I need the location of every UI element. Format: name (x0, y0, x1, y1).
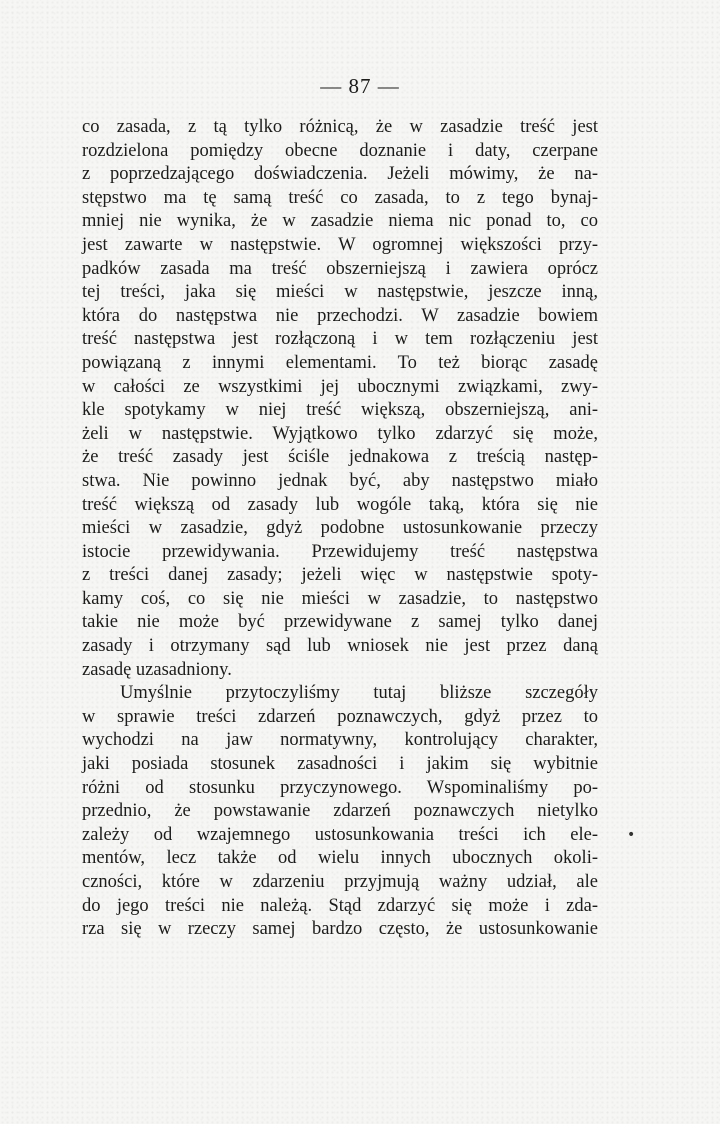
paragraph-2 (82, 682, 598, 942)
text-line: stępstwo ma tę samą treść co zasada, to z tego bynaj- (82, 187, 598, 208)
text-line: padków zasada ma treść obszerniejszą i zawiera oprócz (82, 258, 598, 279)
text-line: co zasada, z tą tylko różnicą, że w zasadzie treść jest (82, 117, 598, 137)
text-line: rozdzielona pomiędzy obecne doznanie i daty, czerpane (82, 140, 598, 161)
text-line: treść większą od zasady lub wogóle taką, która się nie (82, 494, 598, 515)
text-line: rza się w rzeczy samej bardzo często, że ustosunkowanie (82, 919, 598, 940)
text-line: kle spotykamy w niej treść większą, obszerniejszą, ani- (82, 400, 598, 421)
text-line: czności, które w zdarzeniu przyjmują ważny udział, ale (82, 872, 598, 892)
text-line: kamy coś, co się nie mieści w zasadzie, to następstwo (82, 588, 598, 609)
text-line: zależy od wzajemnego ustosunkowania treści ich ele- (82, 824, 598, 845)
text-line: różni od stosunku przyczynowego. Wspominaliśmy po- (82, 777, 598, 798)
page-number: — 87 — (320, 74, 400, 98)
text-line: do jego treści nie należą. Stąd zdarzyć się może i zda- (82, 895, 598, 916)
text-line: wychodzi na jaw normatywny, kontrolujący charakter, (82, 730, 598, 751)
text-line: powiązaną z innymi elementami. To też biorąc zasadę (82, 352, 598, 373)
stray-ink-mark: • (627, 827, 636, 843)
text-line: która do następstwa nie przechodzi. W zasadzie bowiem (82, 305, 598, 326)
text-line: z poprzedzającego doświadczenia. Jeżeli mówimy, że na- (82, 164, 598, 185)
text-line: z treści danej zasady; jeżeli więc w następstwie spoty- (82, 565, 598, 586)
text-line: tej treści, jaka się mieści w następstwie, jeszcze inną, (82, 282, 598, 303)
text-line: żeli w następstwie. Wyjątkowo tylko zdarzyć się może, (82, 423, 598, 444)
body-text (82, 116, 598, 942)
text-line: przednio, że powstawanie zdarzeń poznawczych nietylko (82, 801, 598, 822)
text-line: w całości ze wszystkimi jej ubocznymi związkami, zwy- (82, 376, 598, 397)
paragraph-1 (82, 116, 598, 682)
text-line: w sprawie treści zdarzeń poznawczych, gdyż przez to (82, 706, 598, 727)
text-line: stwa. Nie powinno jednak być, aby następstwo miało (82, 470, 598, 491)
text-line: jaki posiada stosunek zasadności i jakim się wybitnie (82, 754, 598, 775)
text-line: mieści w zasadzie, gdyż podobne ustosunkowanie przeczy (82, 518, 598, 539)
text-line: istocie przewidywania. Przewidujemy treść następstwa (82, 541, 598, 562)
text-line: treść następstwa jest rozłączoną i w tem rozłączeniu jest (82, 329, 598, 350)
text-line: że treść zasady jest ściśle jednakowa z treścią następ- (82, 447, 598, 468)
text-line: jest zawarte w następstwie. W ogromnej większości przy- (82, 234, 598, 255)
text-line: zasady i otrzymany sąd lub wniosek nie jest przez daną (82, 636, 598, 657)
text-line: zasadę uzasadniony. (82, 659, 232, 680)
text-line: mniej nie wynika, że w zasadzie niema nic ponad to, co (82, 211, 598, 232)
text-line: mentów, lecz także od wielu innych ubocznych okoli- (82, 848, 598, 869)
text-line: takie nie może być przewidywane z samej tylko danej (82, 612, 598, 633)
text-line: Umyślnie przytoczyliśmy tutaj bliższe szczegóły (120, 683, 598, 704)
